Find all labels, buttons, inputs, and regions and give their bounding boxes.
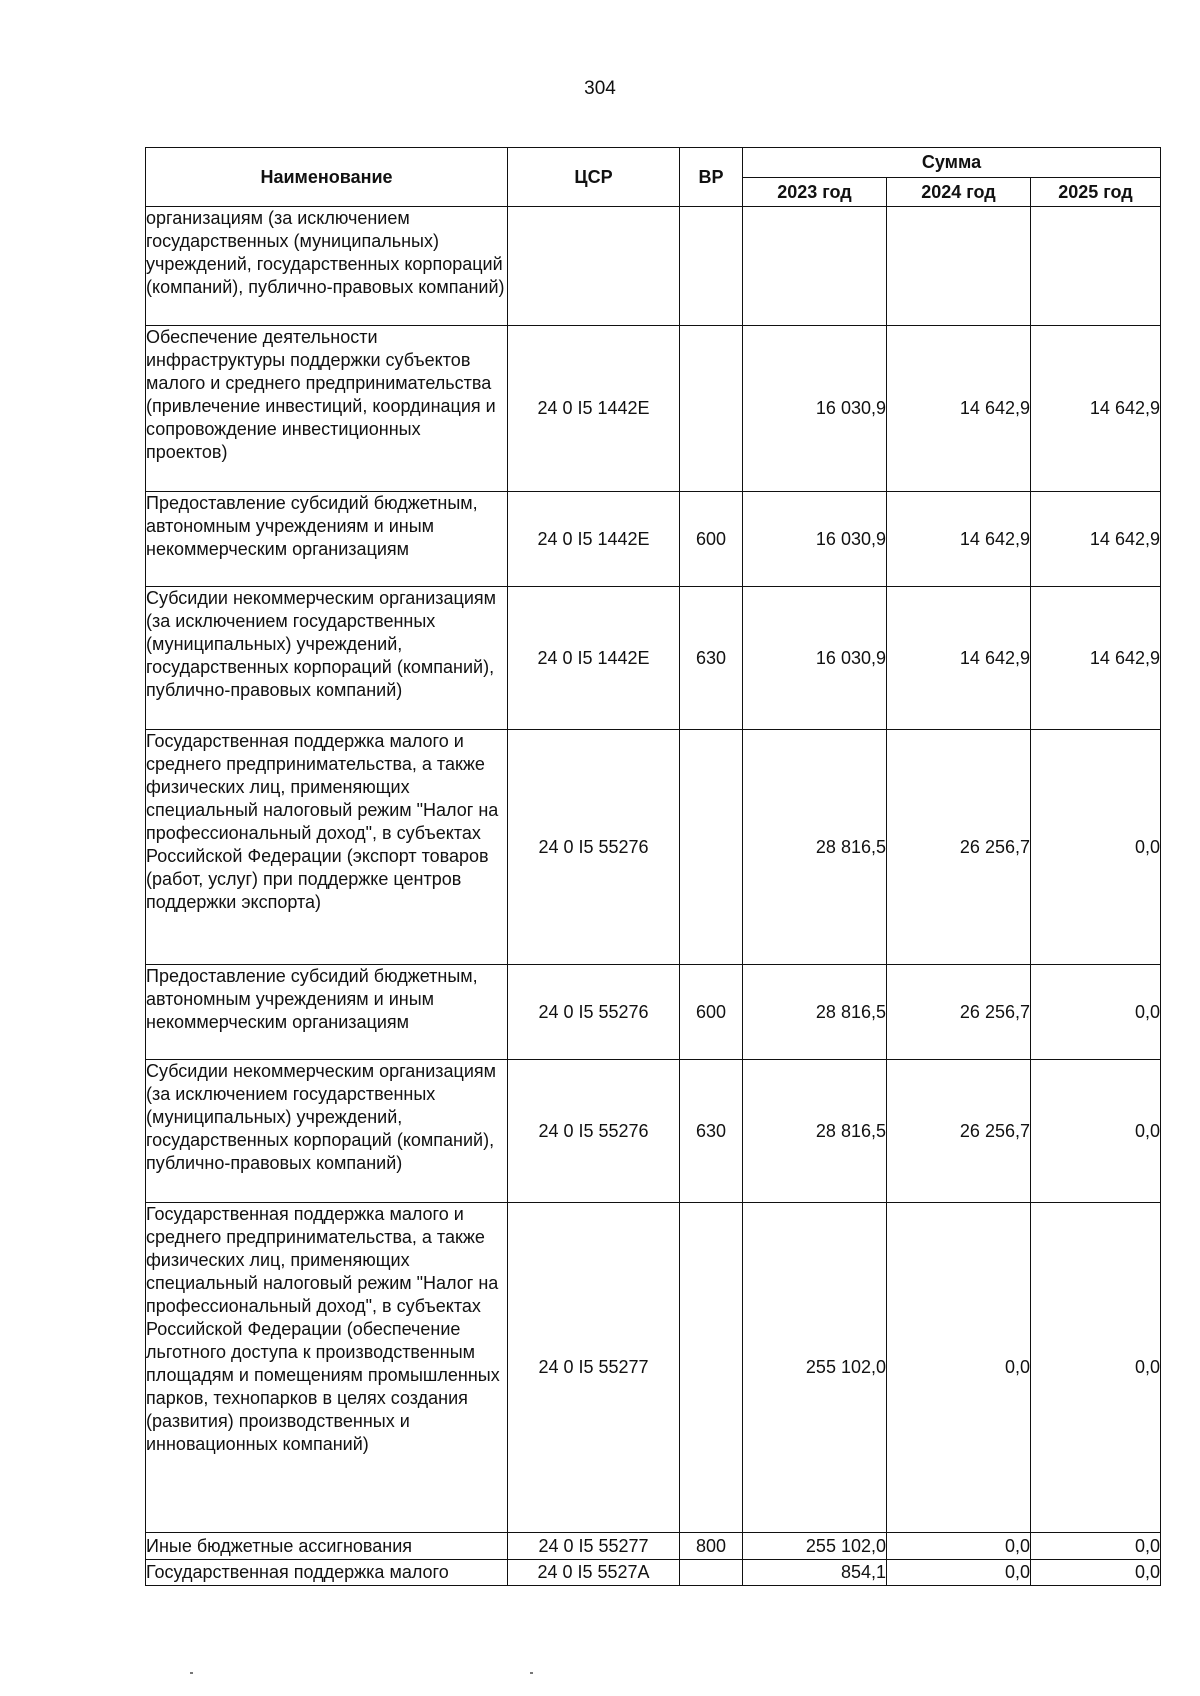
row-vr: 630 — [680, 587, 743, 730]
table-header — [146, 148, 1161, 207]
row-sum-2025: 0,0 — [1031, 1560, 1161, 1586]
row-vr: 600 — [680, 965, 743, 1060]
row-name: Предоставление субсидий бюджетным, автономным учреждениям и иным некоммерческим организациям — [146, 965, 508, 1060]
header-year-2024: 2024 год — [887, 178, 1031, 207]
table-row — [146, 1060, 1161, 1203]
row-sum-2023: 16 030,9 — [743, 587, 887, 730]
row-sum-2024 — [887, 207, 1031, 326]
row-vr — [680, 326, 743, 492]
row-csr: 24 0 I5 55276 — [508, 965, 680, 1060]
header-year-2023: 2023 год — [743, 178, 887, 207]
row-sum-2025: 0,0 — [1031, 1203, 1161, 1533]
row-sum-2023: 16 030,9 — [743, 492, 887, 587]
row-vr: 630 — [680, 1060, 743, 1203]
table-row — [146, 207, 1161, 326]
table-row — [146, 492, 1161, 587]
row-sum-2024: 14 642,9 — [887, 326, 1031, 492]
row-sum-2024: 0,0 — [887, 1533, 1031, 1560]
scan-mark — [190, 1672, 193, 1674]
row-name: Субсидии некоммерческим организациям (за исключением государственных (муниципальных) учреждений, государственных корпораций (компаний), публично-правовых компаний) — [146, 1060, 508, 1203]
row-vr — [680, 1203, 743, 1533]
row-sum-2024: 14 642,9 — [887, 492, 1031, 587]
row-sum-2023: 28 816,5 — [743, 1060, 887, 1203]
scan-mark — [530, 1672, 533, 1674]
row-sum-2024: 26 256,7 — [887, 965, 1031, 1060]
scan-marks — [0, 1672, 1200, 1682]
table-row — [146, 1203, 1161, 1533]
header-vr: ВР — [680, 148, 743, 207]
row-name: Государственная поддержка малого — [146, 1560, 508, 1586]
row-sum-2023: 28 816,5 — [743, 730, 887, 965]
row-sum-2025: 14 642,9 — [1031, 492, 1161, 587]
row-name: Иные бюджетные ассигнования — [146, 1533, 508, 1560]
row-csr: 24 0 I5 55277 — [508, 1533, 680, 1560]
row-csr: 24 0 I5 1442E — [508, 587, 680, 730]
row-sum-2023: 854,1 — [743, 1560, 887, 1586]
row-sum-2025: 0,0 — [1031, 965, 1161, 1060]
table-row — [146, 326, 1161, 492]
header-year-2025: 2025 год — [1031, 178, 1161, 207]
table-row — [146, 587, 1161, 730]
row-sum-2023 — [743, 207, 887, 326]
row-vr: 800 — [680, 1533, 743, 1560]
row-sum-2023: 255 102,0 — [743, 1203, 887, 1533]
row-sum-2024: 14 642,9 — [887, 587, 1031, 730]
row-sum-2025: 0,0 — [1031, 730, 1161, 965]
row-sum-2023: 28 816,5 — [743, 965, 887, 1060]
row-vr: 600 — [680, 492, 743, 587]
row-name: Государственная поддержка малого и среднего предпринимательства, а также физических лиц, применяющих специальный налоговый режим "Налог на профессиональный доход", в субъектах Российской Федерации (обеспечение льготного доступа к производственным площадям и помещениям промышленных парков, технопарков в целях создания (развития) производственных и инновационных компаний) — [146, 1203, 508, 1533]
row-csr: 24 0 I5 55276 — [508, 730, 680, 965]
row-sum-2025: 0,0 — [1031, 1060, 1161, 1203]
row-sum-2024: 26 256,7 — [887, 1060, 1031, 1203]
row-vr — [680, 1560, 743, 1586]
row-vr — [680, 730, 743, 965]
row-sum-2024: 0,0 — [887, 1560, 1031, 1586]
row-sum-2024: 26 256,7 — [887, 730, 1031, 965]
row-sum-2025: 14 642,9 — [1031, 326, 1161, 492]
row-csr: 24 0 I5 1442E — [508, 326, 680, 492]
row-sum-2023: 16 030,9 — [743, 326, 887, 492]
row-csr — [508, 207, 680, 326]
table-row — [146, 965, 1161, 1060]
table-row — [146, 1533, 1161, 1560]
row-sum-2025: 14 642,9 — [1031, 587, 1161, 730]
row-vr — [680, 207, 743, 326]
budget-table — [145, 147, 1161, 1586]
header-name: Наименование — [146, 148, 508, 207]
row-csr: 24 0 I5 55276 — [508, 1060, 680, 1203]
header-sum: Сумма — [743, 148, 1161, 178]
table-body — [146, 207, 1161, 1586]
row-name: Государственная поддержка малого и среднего предпринимательства, а также физических лиц, применяющих специальный налоговый режим "Налог на профессиональный доход", в субъектах Российской Федерации (экспорт товаров (работ, услуг) при поддержке центров поддержки экспорта) — [146, 730, 508, 965]
row-csr: 24 0 I5 55277 — [508, 1203, 680, 1533]
row-csr: 24 0 I5 1442E — [508, 492, 680, 587]
table-row — [146, 730, 1161, 965]
header-csr: ЦСР — [508, 148, 680, 207]
row-name: Обеспечение деятельности инфраструктуры поддержки субъектов малого и среднего предпринимательства (привлечение инвестиций, координация и сопровождение инвестиционных проектов) — [146, 326, 508, 492]
page-number: 304 — [584, 78, 616, 99]
row-name: Субсидии некоммерческим организациям (за исключением государственных (муниципальных) учреждений, государственных корпораций (компаний), публично-правовых компаний) — [146, 587, 508, 730]
row-sum-2024: 0,0 — [887, 1203, 1031, 1533]
row-sum-2025 — [1031, 207, 1161, 326]
row-sum-2025: 0,0 — [1031, 1533, 1161, 1560]
row-name: организациям (за исключением государственных (муниципальных) учреждений, государственных корпораций (компаний), публично-правовых компаний) — [146, 207, 508, 326]
row-name: Предоставление субсидий бюджетным, автономным учреждениям и иным некоммерческим организациям — [146, 492, 508, 587]
table-row — [146, 1560, 1161, 1586]
row-sum-2023: 255 102,0 — [743, 1533, 887, 1560]
row-csr: 24 0 I5 5527A — [508, 1560, 680, 1586]
